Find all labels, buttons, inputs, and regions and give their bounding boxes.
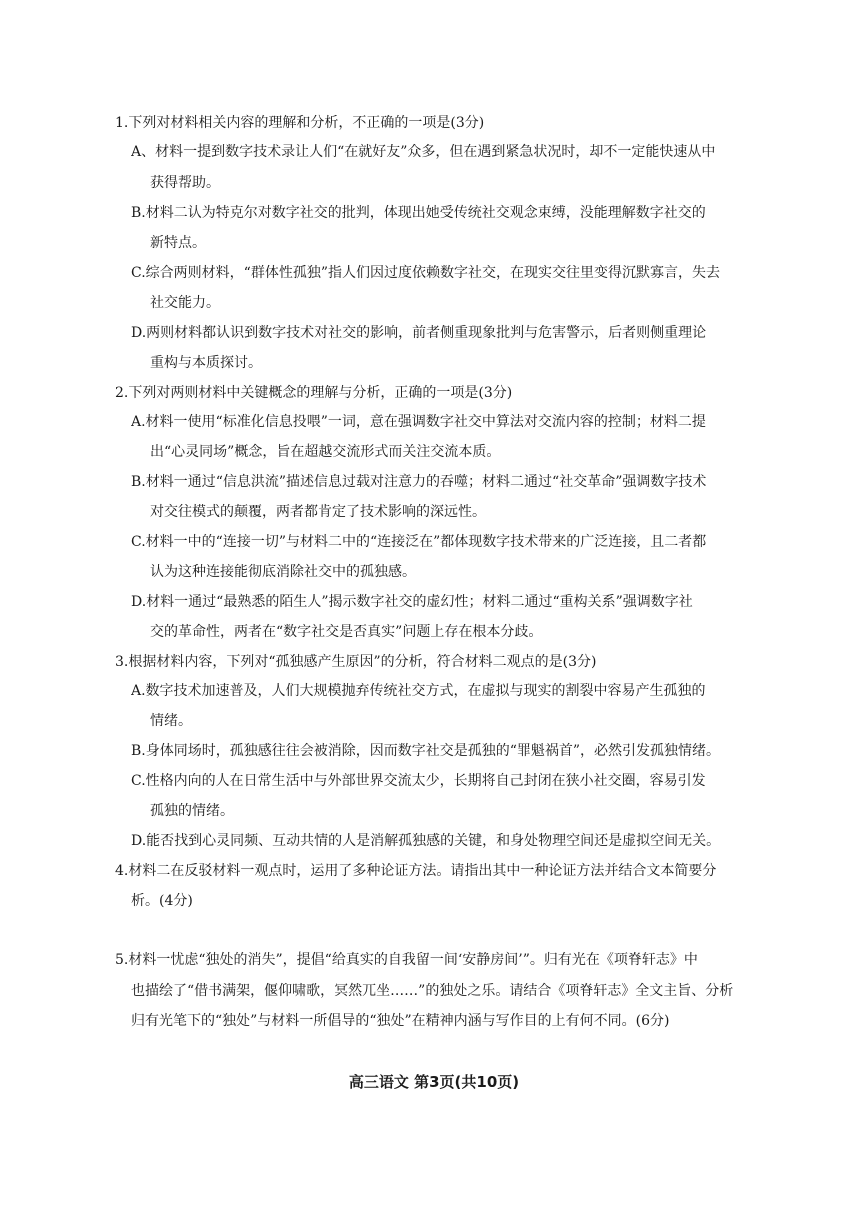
question-2-option-c: C.材料一中的“连接一切”与材料二中的“连接泛在”都体现数字技术带来的广泛连接，且二者都 xyxy=(131,534,707,550)
question-4-stem-cont: 析。(4分) xyxy=(131,893,193,909)
question-3-option-b: B.身体同场时，孤独感往往会被消除，因而数字社交是孤独的“罪魁祸首”，必然引发孤独情绪。 xyxy=(131,743,721,759)
question-3-option-a: A.数字技术加速普及，人们大规模抛弃传统社交方式，在虚拟与现实的割裂中容易产生孤独的 xyxy=(131,683,706,699)
question-3-option-a-cont: 情绪。 xyxy=(150,713,192,729)
question-3-option-c: C.性格内向的人在日常生活中与外部世界交流太少，长期将自己封闭在狭小社交圈，容易引发 xyxy=(131,773,706,789)
question-2-stem: 2.下列对两则材料中关键概念的理解与分析，正确的一项是(3分) xyxy=(115,385,513,401)
question-1-stem: 1.下列对材料相关内容的理解和分析，不正确的一项是(3分) xyxy=(115,115,485,131)
question-1-option-b-cont: 新特点。 xyxy=(150,235,206,251)
question-1-option-c: C.综合两则材料，“群体性孤独”指人们因过度依赖数字社交，在现实交往里变得沉默寡言，失去 xyxy=(131,265,720,281)
question-4-stem: 4.材料二在反驳材料一观点时，运用了多种论证方法。请指出其中一种论证方法并结合文本简要分 xyxy=(115,863,717,879)
question-2-option-a-cont: 出“心灵同场”概念，旨在超越交流形式而关注交流本质。 xyxy=(150,444,501,460)
question-3-option-c-cont: 孤独的情绪。 xyxy=(150,803,234,819)
question-5-stem: 5.材料一忧虑“独处的消失”，提倡“给真实的自我留一间‘安静房间’”。归有光在《项脊轩志》中 xyxy=(115,952,698,968)
question-2-option-c-cont: 认为这种连接能彻底消除社交中的孤独感。 xyxy=(150,564,416,580)
question-1-option-c-cont: 社交能力。 xyxy=(150,295,220,311)
question-5-stem-cont-2: 归有光笔下的“独处”与材料一所倡导的“独处”在精神内涵与写作目的上有何不同。(6分) xyxy=(131,1013,670,1029)
question-2-option-a: A.材料一使用“标准化信息投喂”一词，意在强调数字社交中算法对交流内容的控制；材料二提 xyxy=(131,414,706,430)
question-1-option-d-cont: 重构与本质探讨。 xyxy=(150,355,262,371)
question-1-option-d: D.两则材料都认识到数字技术对社交的影响，前者侧重现象批判与危害警示，后者则侧重理论 xyxy=(131,325,707,341)
question-2-option-b: B.材料一通过“信息洪流”描述信息过载对注意力的吞噬；材料二通过“社交革命”强调数字技术 xyxy=(131,474,707,490)
question-1-option-a-cont: 获得帮助。 xyxy=(150,175,220,191)
question-2-option-d-cont: 交的革命性，两者在“数字社交是否真实”问题上存在根本分歧。 xyxy=(150,624,543,640)
question-1-option-a: A、材料一提到数字技术录让人们“在就好友”众多，但在遇到紧急状况时，却不一定能快速从中 xyxy=(131,144,716,160)
question-1-option-b: B.材料二认为特克尔对数字社交的批判，体现出她受传统社交观念束缚，没能理解数字社交的 xyxy=(131,205,706,221)
question-3-stem: 3.根据材料内容，下列对“孤独感产生原因”的分析，符合材料二观点的是(3分) xyxy=(115,654,597,670)
question-3-option-d: D.能否找到心灵同频、互动共情的人是消解孤独感的关键，和身处物理空间还是虚拟空间无关。 xyxy=(131,833,721,849)
question-2-option-d: D.材料一通过“最熟悉的陌生人”揭示数字社交的虚幻性；材料二通过“重构关系”强调数字社 xyxy=(131,594,693,610)
page-footer: 高三语文 第3页(共10页) xyxy=(348,1073,520,1091)
question-5-stem-cont-1: 也描绘了“借书满架，偃仰啸歌，冥然兀坐……”的独处之乐。请结合《项脊轩志》全文主旨、分析 xyxy=(131,983,734,999)
question-2-option-b-cont: 对交往模式的颠覆，两者都肯定了技术影响的深远性。 xyxy=(150,504,486,520)
